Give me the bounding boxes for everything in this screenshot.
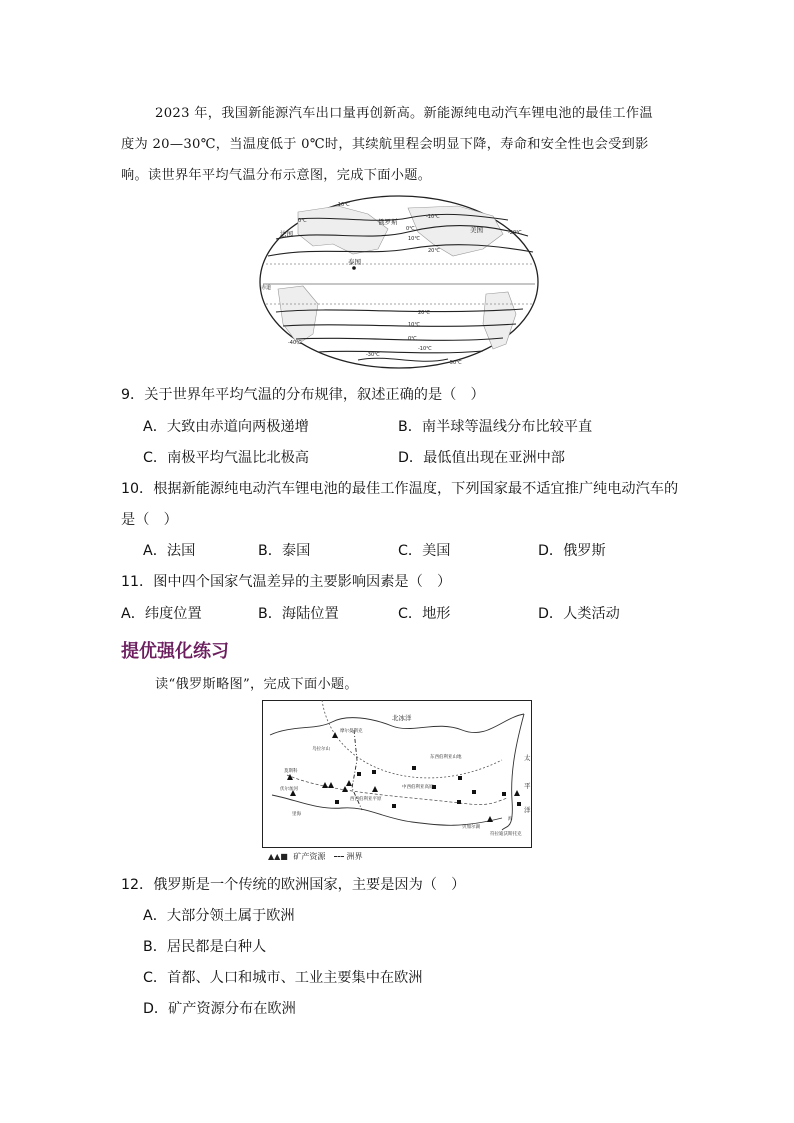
- section-heading: 提优强化练习: [121, 641, 229, 662]
- map1-iso-zero-b: 0℃: [406, 226, 415, 232]
- map1-label-russia: 俄罗斯: [378, 218, 398, 226]
- legend-boundary-icon: [334, 856, 344, 857]
- legend-mineral-label: 矿产资源: [293, 852, 326, 861]
- map2-label-baikal: 贝加尔湖: [462, 825, 480, 830]
- q11-option-c: C．地形: [398, 606, 451, 622]
- map1-iso-neg20: -20℃: [508, 230, 522, 236]
- map2-label-caspian: 里海: [292, 812, 301, 817]
- map2-label-west-siberian: 西西伯利亚平原: [350, 797, 382, 802]
- map2-legend: [268, 851, 363, 862]
- map1-iso-neg10-b: -10℃: [426, 214, 440, 220]
- map2-label-central-siberian: 中西伯利亚高原: [402, 785, 434, 790]
- map1-iso-20-north: 20℃: [428, 248, 440, 254]
- map2-label-murmansk: 摩尔曼斯克: [340, 729, 363, 734]
- question-9-stem: 9．关于世界年平均气温的分布规律，叙述正确的是（ ）: [121, 387, 485, 403]
- q9-option-d: D．最低值出现在亚洲中部: [398, 450, 565, 466]
- question-10-stem-line-2: 是（ ）: [121, 512, 178, 528]
- map2-label-vladivostok: 符拉迪沃斯托克: [490, 832, 522, 837]
- question-12-stem: 12．俄罗斯是一个传统的欧洲国家，主要是因为（ ）: [121, 877, 466, 893]
- intro-line-2: 度为 20—30℃，当温度低于 0℃时，其续航里程会明显下降，寿命和安全性也会受到影: [121, 137, 649, 152]
- q9-option-a: A．大致由赤道向两极递增: [143, 419, 309, 435]
- map1-iso-zero-south: 0℃: [408, 336, 417, 342]
- map1-iso-10: 10℃: [408, 236, 420, 242]
- q12-option-a: A．大部分领土属于欧洲: [143, 908, 295, 924]
- map1-label-france: 法国: [280, 230, 293, 238]
- intro-line-3: 响。读世界年平均气温分布示意图，完成下面小题。: [121, 168, 432, 183]
- q10-option-d: D．俄罗斯: [538, 543, 606, 559]
- intro-2: 读“俄罗斯略图”，完成下面小题。: [155, 677, 358, 692]
- map1-label-equator: 赤道: [261, 285, 272, 291]
- map1-iso-neg40: -40℃: [288, 340, 302, 346]
- map2-label-volga: 伏尔加河: [280, 787, 298, 792]
- legend-mineral-icons: ▲▲■: [268, 852, 288, 861]
- q10-option-b: B．泰国: [258, 543, 311, 559]
- world-temperature-map: [258, 194, 540, 370]
- question-11-stem: 11．图中四个国家气温差异的主要影响因素是（ ）: [121, 574, 452, 590]
- map2-label-pacific-3: 洋: [524, 806, 531, 814]
- q11-option-d: D．人类活动: [538, 606, 620, 622]
- map2-label-pacific-2: 平: [524, 782, 531, 790]
- q10-option-a: A．法国: [143, 543, 196, 559]
- russia-map: [262, 700, 532, 848]
- q9-option-c: C．南极平均气温比北极高: [143, 450, 309, 466]
- map2-label-ural: 乌拉尔山: [312, 747, 330, 752]
- map1-iso-neg10-a: -10℃: [336, 202, 350, 208]
- legend-boundary-label: 洲界: [346, 852, 363, 861]
- q12-option-d: D．矿产资源分布在欧洲: [143, 1001, 296, 1017]
- map1-label-thailand: 泰国: [348, 258, 361, 266]
- map1-iso-20-south: 20℃: [418, 310, 430, 316]
- map2-label-sea: 海: [508, 817, 513, 822]
- map1-iso-10-south: 10℃: [408, 322, 420, 328]
- question-10-stem-line-1: 10．根据新能源纯电动汽车锂电池的最佳工作温度，下列国家最不适宜推广纯电动汽车的: [121, 481, 679, 497]
- q11-option-b: B．海陆位置: [258, 606, 339, 622]
- q12-option-c: C．首都、人口和城市、工业主要集中在欧洲: [143, 970, 423, 986]
- map2-label-pacific-1: 太: [524, 754, 531, 762]
- map2-label-arctic: 北冰洋: [392, 714, 412, 722]
- map1-label-usa: 美国: [470, 226, 483, 234]
- map1-iso-neg10-south: -10℃: [418, 346, 432, 352]
- intro-line-1: 2023 年，我国新能源汽车出口量再创新高。新能源纯电动汽车锂电池的最佳工作温: [155, 106, 653, 121]
- q12-option-b: B．居民都是白种人: [143, 939, 267, 955]
- q11-option-a: A．纬度位置: [121, 606, 202, 622]
- q10-option-c: C．美国: [398, 543, 451, 559]
- q9-option-b: B．南半球等温线分布比较平直: [398, 419, 593, 435]
- map2-label-east-siberian: 东西伯利亚山地: [430, 755, 462, 760]
- map1-iso-zero-a: 0℃: [298, 218, 307, 224]
- map1-iso-neg50: -50℃: [448, 360, 462, 366]
- map2-label-moscow: 莫斯科: [284, 769, 298, 774]
- map1-iso-neg30: -30℃: [366, 352, 380, 358]
